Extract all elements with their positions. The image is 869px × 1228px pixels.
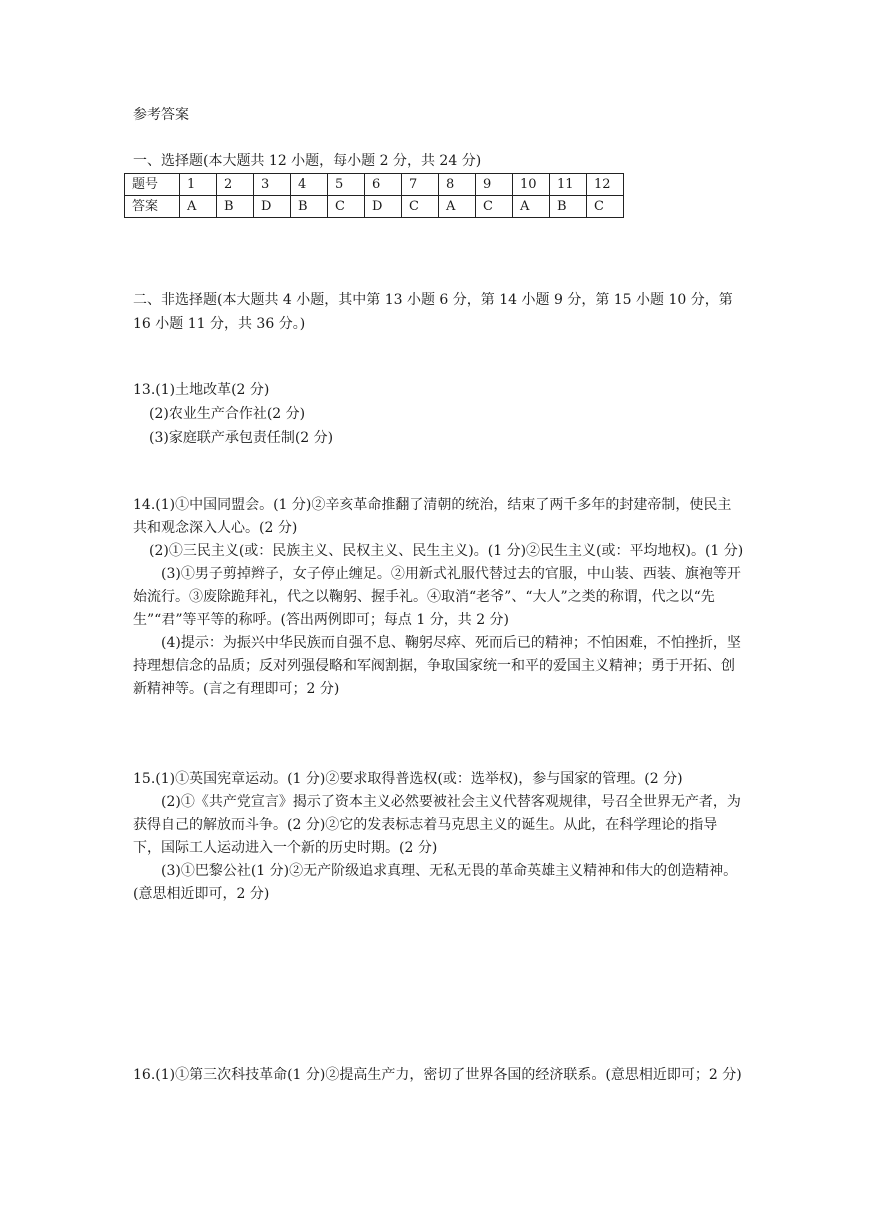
question-number: 4 xyxy=(291,174,328,196)
answer-cell: C xyxy=(476,196,513,218)
question-number-row xyxy=(125,174,624,196)
row-header-answer: 答案 xyxy=(125,196,180,218)
answer-cell: A xyxy=(439,196,476,218)
answer-cell: C xyxy=(402,196,439,218)
q13-part-3: (3)家庭联产承包责任制(2 分) xyxy=(149,430,334,446)
q15-part-2: (2)①《共产党宣言》揭示了资本主义必然要被社会主义代替客观规律，号召全世界无产者，为获得自己的解放而斗争。(2 分)②它的发表标志着马克思主义的诞生。从此，在科学理论的指导下，国际工人运动进入一个新的历史时期。(2 分) xyxy=(133,794,741,856)
answer-row xyxy=(125,196,624,218)
q14-part-4: (4)提示：为振兴中华民族而自强不息、鞠躬尽瘁、死而后已的精神；不怕困难，不怕挫折，坚持理想信念的品质；反对列强侵略和军阀割据，争取国家统一和平的爱国主义精神；勇于开拓、创新精神等。(言之有理即可；2 分) xyxy=(133,635,741,697)
row-header-question: 题号 xyxy=(125,174,180,196)
question-13-answer xyxy=(133,378,333,450)
question-number: 11 xyxy=(550,174,587,196)
question-number: 3 xyxy=(254,174,291,196)
question-14-answer xyxy=(133,494,745,701)
q14-part-3: (3)①男子剪掉辫子，女子停止缠足。②用新式礼服代替过去的官服，中山装、西装、旗袍等开始流行。③废除跪拜礼，代之以鞠躬、握手礼。④取消“老爷”、“大人”之类的称谓，代之以“先生”“君”等平等的称呼。(答出两例即可；每点 1 分，共 2 分) xyxy=(133,566,741,628)
answer-cell: A xyxy=(513,196,550,218)
question-number: 10 xyxy=(513,174,550,196)
answer-cell: D xyxy=(254,196,291,218)
question-number: 12 xyxy=(587,174,624,196)
answer-table xyxy=(124,173,624,218)
question-number: 1 xyxy=(180,174,217,196)
answer-cell: B xyxy=(550,196,587,218)
answer-cell: C xyxy=(328,196,365,218)
q15-part-1: 15.(1)①英国宪章运动。(1 分)②要求取得普选权(或：选举权)，参与国家的管理。(2 分) xyxy=(133,771,683,787)
answer-cell: B xyxy=(291,196,328,218)
q14-part-2: (2)①三民主义(或：民族主义、民权主义、民生主义)。(1 分)②民生主义(或：平均地权)。(1 分) xyxy=(149,543,744,559)
q13-part-2: (2)农业生产合作社(2 分) xyxy=(149,406,306,422)
section-1-heading: 一、选择题(本大题共 12 小题，每小题 2 分，共 24 分) xyxy=(133,153,482,169)
q13-part-1: 13.(1)土地改革(2 分) xyxy=(133,382,270,398)
answer-cell: C xyxy=(587,196,624,218)
answer-cell: D xyxy=(365,196,402,218)
question-15-answer xyxy=(133,768,745,906)
q14-part-1: 14.(1)①中国同盟会。(1 分)②辛亥革命推翻了清朝的统治，结束了两千多年的封建帝制，使民主共和观念深入人心。(2 分) xyxy=(133,497,732,536)
question-number: 2 xyxy=(217,174,254,196)
answer-key-title: 参考答案 xyxy=(133,107,189,123)
section-2-heading: 二、非选择题(本大题共 4 小题，其中第 13 小题 6 分，第 14 小题 9 分，第 15 小题 10 分，第 16 小题 11 分，共 36 分。) xyxy=(133,292,733,332)
question-number: 9 xyxy=(476,174,513,196)
question-number: 6 xyxy=(365,174,402,196)
question-number: 7 xyxy=(402,174,439,196)
answer-cell: B xyxy=(217,196,254,218)
question-16-answer: 16.(1)①第三次科技革命(1 分)②提高生产力，密切了世界各国的经济联系。(意思相近即可；2 分) xyxy=(133,1067,742,1083)
question-number: 8 xyxy=(439,174,476,196)
answer-cell: A xyxy=(180,196,217,218)
q15-part-3: (3)①巴黎公社(1 分)②无产阶级追求真理、无私无畏的革命英雄主义精神和伟大的创造精神。(意思相近即可，2 分) xyxy=(133,863,738,902)
question-number: 5 xyxy=(328,174,365,196)
